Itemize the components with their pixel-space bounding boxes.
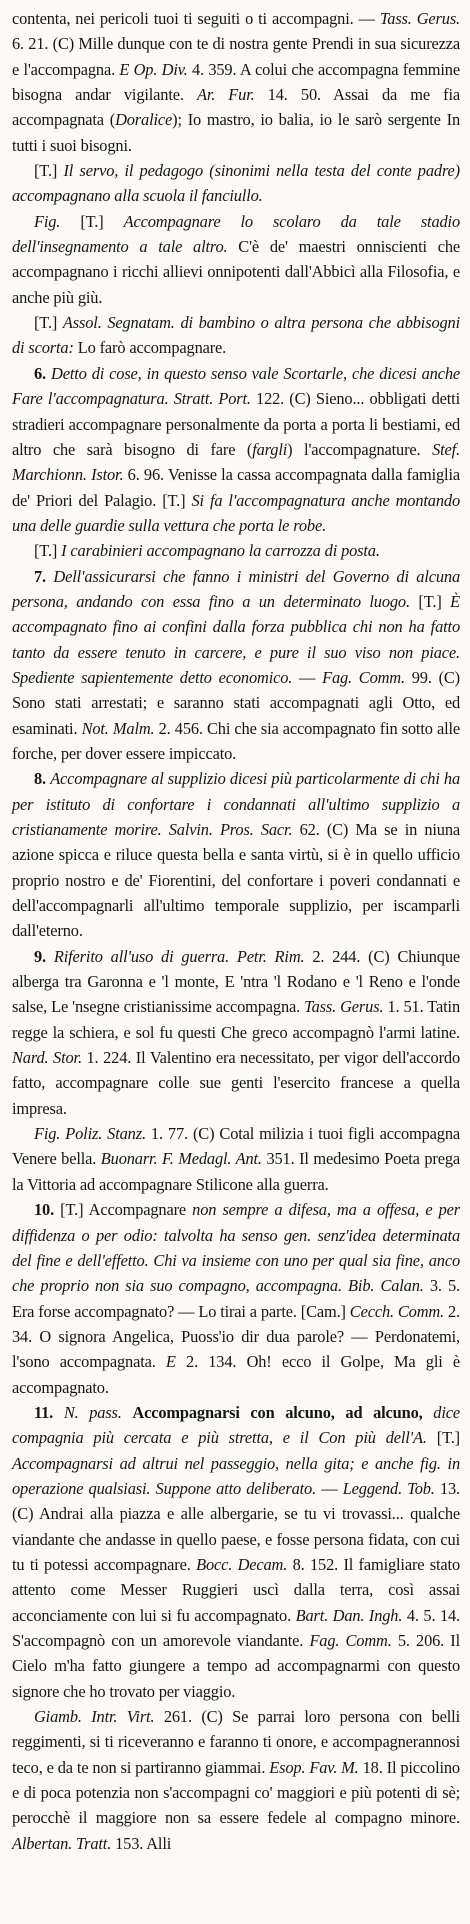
text-run (122, 1403, 133, 1422)
entry-paragraph (12, 6, 460, 158)
text-run: 4. 359. A colui che accompagna femmine bisogna andar vigilante. (12, 59, 460, 105)
italic-text: non sempre a difesa, ma a offesa, e per diffidenza o per odio: talvolta ha senso gen. senz'idea determinata del fine e dell'effetto. Chi va insieme con uno per qual sia fine, anco che proprio non sia suo compagno, accompagna. Bib. Calan. (12, 1200, 460, 1296)
sense-number: 10. (34, 1200, 55, 1220)
italic-text: Giamb. Intr. Virt. (34, 1707, 155, 1727)
sense-number: 9. (34, 946, 46, 966)
text-run: [T.] Accompagnare (54, 1200, 193, 1220)
text-run: 153. Alli (111, 1833, 172, 1853)
text-run: 5. 206. Il Cielo m'ha fatto giungere a tempo ad accompagnarmi con questo signore che ho trovato per viaggio. (12, 1631, 460, 1701)
text-run: [T.] (409, 591, 451, 611)
text-run: 6. 96. Venisse la cassa accompagnata dalla famiglia de' Priori del Palagio. [T.] (12, 465, 460, 510)
text-run: 261. (C) Se parrai loro persona con belli reggimenti, si ti riceveranno e faranno ti onore, e accompagnerannosi teco, e da te non si partiranno giammai. (12, 1707, 460, 1777)
italic-text: Bocc. Decam. (196, 1554, 288, 1574)
text-run: 2. 244. (C) Chiunque alberga tra Garonna e 'l monte, E 'ntra 'l Rodano e 'l Reno e l'onde salse, Le 'nsegne cristianissime accompagna. (12, 946, 460, 1017)
text-run: 8. 152. Il famigliare stato attento come Messer Ruggieri uscì dalla terra, così assai acconciamente con lui si fu accompagnato. (12, 1554, 460, 1625)
sense-number: 8. (34, 769, 46, 789)
text-run: 2. 34. O signora Angelica, Puoss'io dir dua parole? — Perdonatemi, l'sono accompagnata. (12, 1301, 460, 1372)
italic-text: Fig. Poliz. Stanz. (34, 1124, 146, 1144)
italic-text: Buonarr. F. Medagl. Ant. (100, 1149, 262, 1169)
italic-text: Doralice (115, 110, 173, 130)
italic-text: N. pass. (63, 1402, 122, 1422)
text-run: 62. (C) Ma se in niuna azione spicca e riluce questa bella e santa virtù, si è in quello ufficio proprio nostro e de' Fiorentini, del confortare i poveri condannati e dell'accompagnarli all'ultimo temporale supplizio, per iscamparli dall'eterno. (12, 820, 460, 941)
text-run: 14. 50. Assai da me fia accompagnata ( (12, 85, 460, 130)
text-run: 6. 21. (C) Mille dunque con te di nostra gente Prendi in sua sicurezza e l'accompagna. (12, 34, 460, 79)
text-run: 13. (C) Andrai alla piazza e alle albergarie, se tu vi trovassi... qualche viandante che andasse in quello paese, e fosse persona fidata, con cui tu ti potessi accompagnare. (12, 1478, 460, 1574)
italic-text: Leggend. Tob. (342, 1478, 435, 1498)
text-run: C'è de' maestri onniscienti che accompagnano i ricchi allievi onnipotenti dall'Abbicì alla Filosofia, e anche più giù. (12, 237, 460, 307)
italic-text: Ar. Fur. (196, 85, 255, 105)
text-run: 122. (C) Sieno... obbligati detti stradieri accompagnare personalmente da porta a porta li bestiami, ed altro che sarà bisogno di fare ( (12, 389, 460, 459)
italic-text: Detto di cose, in questo senso vale Scortarle, che dicesi anche Fare l'accompagnatura. Stratt. Port. (12, 363, 460, 409)
entry-paragraph (12, 1121, 460, 1197)
text-run: 3. 5. Era forse accompagnato? — Lo tirai a parte. [Cam.] (12, 1276, 460, 1321)
italic-text: Accompagnare lo scolaro da tale stadio dell'insegnamento a tale altro. (12, 211, 460, 257)
sense-number: 11. (34, 1402, 54, 1422)
text-run: — (292, 667, 323, 687)
text-run: ); Io mastro, io balia, io le sarò sergente In tutti i suoi bisogni. (12, 110, 460, 155)
italic-text: I carabinieri accompagnano la carrozza di posta. (61, 541, 380, 561)
text-run: 18. Il piccolino e di poca potenzia non s'accompagni co' maggiori e più potenti di sè; perocchè il maggiore non sa essere fedele al compagno minore. (12, 1757, 460, 1828)
italic-text: E (165, 1352, 176, 1372)
entry-paragraph (12, 209, 460, 310)
text-run: 4. 5. 14. S'accompagnò con un amorevole viandante. (12, 1605, 460, 1650)
italic-text: Albertan. Tratt. (12, 1833, 112, 1853)
italic-text: Tass. Gerus. (379, 9, 461, 28)
italic-text: Fag. Comm. (322, 667, 405, 687)
italic-text: Assol. Segnatam. di bambino o altra persona che abbisogni di scorta: (12, 313, 460, 358)
text-run: [T.] (34, 161, 64, 181)
italic-text: Bart. Dan. Ingh. (295, 1605, 403, 1625)
text-run: [T.] (426, 1428, 460, 1448)
sense-number: 6. (34, 363, 46, 383)
text-run: 2. 456. Chi che sia accompagnato fin sotto alle forche, per dover essere impiccato. (12, 718, 460, 763)
text-run: 99. (C) Sono stati arrestati; e saranno stati accompagnati agli Otto, ed esaminati. (12, 667, 460, 738)
italic-text: Riferito all'uso di guerra. Petr. Rim. (53, 946, 305, 966)
italic-text: Stef. Marchionn. Istor. (12, 439, 460, 485)
text-run: ) l'accompagnature. (287, 439, 433, 459)
text-run (53, 1403, 64, 1422)
italic-text: Not. Malm. (81, 718, 155, 738)
text-run (46, 947, 54, 966)
entry-paragraph (12, 1704, 460, 1856)
text-run: 1. 224. Il Valentino era necessitato, per vigor dell'accordo fatto, accompagnare colle sue genti l'esercito francese a quella impresa. (12, 1048, 460, 1118)
italic-text: Fig. (34, 211, 61, 231)
italic-text: Si fa l'accompagnatura anche montando una delle guardie sulla vettura che porta le robe. (12, 490, 460, 535)
italic-text: Fag. Comm. (309, 1631, 392, 1650)
italic-text: Esop. Fav. M. (269, 1757, 359, 1777)
italic-text: Nard. Stor. (12, 1048, 82, 1068)
text-run: [T.] (34, 313, 63, 333)
text-run: contenta, nei pericoli tuoi ti seguiti o ti accompagni. — (12, 9, 380, 28)
italic-text: Il servo, il pedagogo (sinonimi nella testa del conte padre) accompagnano alla scuola il fanciullo. (12, 161, 460, 206)
text-run: [T.] (60, 211, 124, 231)
italic-text: dice compagnia più cercata e più stretta, e il Con più dell'A. (12, 1402, 460, 1448)
text-run: 351. Il medesimo Poeta prega la Vittoria ad accompagnare Stilicone alla guerra. (12, 1149, 460, 1194)
text-run (423, 1403, 434, 1422)
text-run: — (316, 1478, 343, 1498)
italic-text: Accompagnarsi ad altrui nel passeggio, nella gita; e anche fig. in operazione qualsiasi. Suppone atto deliberato. (12, 1453, 460, 1498)
sense-number: Accompagnarsi con alcuno, ad alcuno, (132, 1402, 423, 1422)
italic-text: fargli (252, 439, 288, 459)
italic-text: Cecch. Comm. (349, 1301, 445, 1321)
entry-paragraph (12, 564, 460, 767)
italic-text: E Op. Div. (119, 59, 188, 79)
italic-text: Dell'assicurarsi che fanno i ministri del Governo di alcuna persona, andando con essa fino a un determinato luogo. (12, 566, 460, 611)
text-run: 2. 134. Oh! ecco il Golpe, Ma gli è accompagnato. (12, 1352, 460, 1397)
text-run: 1. 51. Tatin regge la schiera, e sol fu questi Che greco accompagnò l'armi latine. (12, 997, 460, 1042)
text-run: Lo farò accompagnare. (73, 338, 227, 358)
entry-paragraph (12, 310, 460, 361)
entry-paragraph (12, 158, 460, 209)
italic-text: È accompagnato fino ai confini dalla forza pubblica chi non ha fatto tanto da essere tenuto in carcere, e pure il suo viso non piace. Spediente sapientemente detto economico. (12, 591, 461, 687)
entry-paragraph (12, 361, 460, 538)
sense-number: 7. (34, 566, 46, 586)
text-run: 1. 77. (C) Cotal milizia i tuoi figli accompagna Venere bella. (12, 1124, 460, 1169)
entry-paragraph (12, 538, 460, 563)
entry-paragraph (12, 1400, 460, 1704)
text-run: [T.] (34, 541, 62, 561)
dictionary-entry-text (12, 6, 460, 1856)
italic-text: Accompagnare al supplizio dicesi più particolarmente di chi ha per istituto di confortare i condannati all'ultimo supplizio a cristianamente morire. Salvin. Pros. Sacr. (12, 769, 461, 839)
entry-paragraph (12, 944, 460, 1121)
italic-text: Tass. Gerus. (304, 997, 384, 1017)
entry-paragraph (12, 1197, 460, 1400)
entry-paragraph (12, 766, 460, 943)
